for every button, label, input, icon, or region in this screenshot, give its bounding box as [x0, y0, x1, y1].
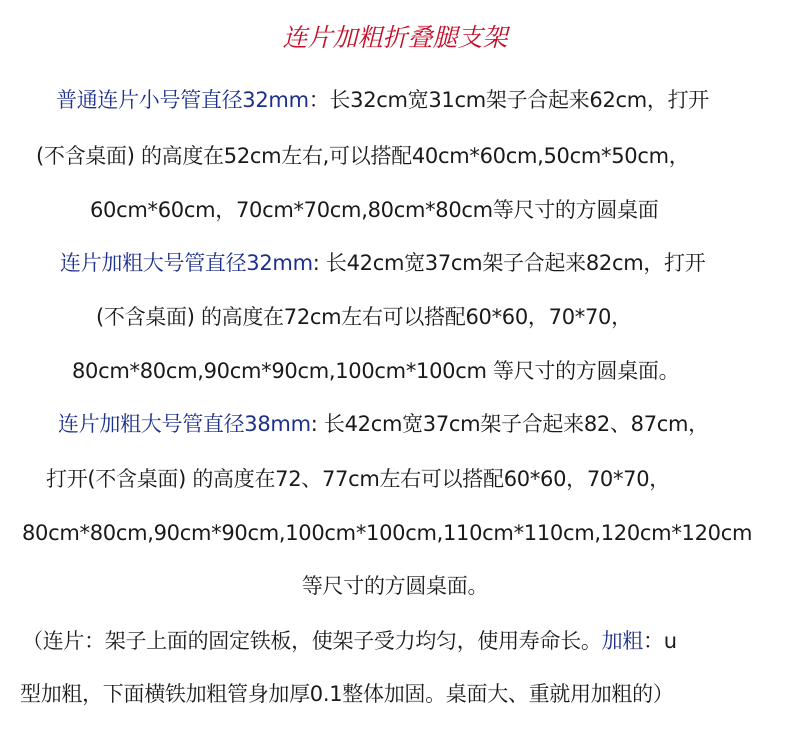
- note-part3: ：u: [643, 629, 677, 653]
- p2-heading: 连片加粗大号管直径32mm: [60, 251, 313, 275]
- p2-line1-text: : 长42cm宽37cm架子合起来82cm，打开: [312, 251, 706, 275]
- note-part1: （连片：架子上面的固定铁板，使架子受力均匀，使用寿命长。: [22, 629, 602, 653]
- p1-line3: 60cm*60cm，70cm*70cm,80cm*80cm等尺寸的方圆桌面: [90, 198, 659, 222]
- p1-heading: 普通连片小号管直径32mm: [56, 88, 309, 112]
- p2-line2: (不含桌面) 的高度在72cm左右可以搭配60*60，70*70，: [96, 305, 632, 329]
- note-line1: [22, 626, 677, 656]
- p3-heading: 连片加粗大号管直径38mm: [58, 412, 311, 436]
- p1-line1-text: ：长32cm宽31cm架子合起来62cm，打开: [308, 88, 710, 112]
- p2-line3: 80cm*80cm,90cm*90cm,100cm*100cm 等尺寸的方圆桌面。: [72, 359, 680, 383]
- note-line2: 型加粗，下面横铁加粗管身加厚0.1整体加固。桌面大、重就用加粗的）: [20, 682, 674, 706]
- note-highlight: 加粗: [601, 629, 644, 653]
- p1-line1: [56, 85, 709, 115]
- p1-line2: (不含桌面) 的高度在52cm左右,可以搭配40cm*60cm,50cm*50cm，: [36, 144, 690, 168]
- p3-line1: [58, 409, 709, 439]
- p3-line3: 80cm*80cm,90cm*90cm,100cm*100cm,110cm*110cm,120cm*120cm: [22, 521, 753, 545]
- p3-line4: 等尺寸的方圆桌面。: [301, 574, 489, 598]
- p2-line1: [60, 248, 705, 278]
- page-title: 连片加粗折叠腿支架: [282, 23, 508, 52]
- p3-line1-text: : 长42cm宽37cm架子合起来82、87cm，: [310, 412, 709, 436]
- p3-line2: 打开(不含桌面) 的高度在72、77cm左右可以搭配60*60，70*70，: [46, 467, 670, 491]
